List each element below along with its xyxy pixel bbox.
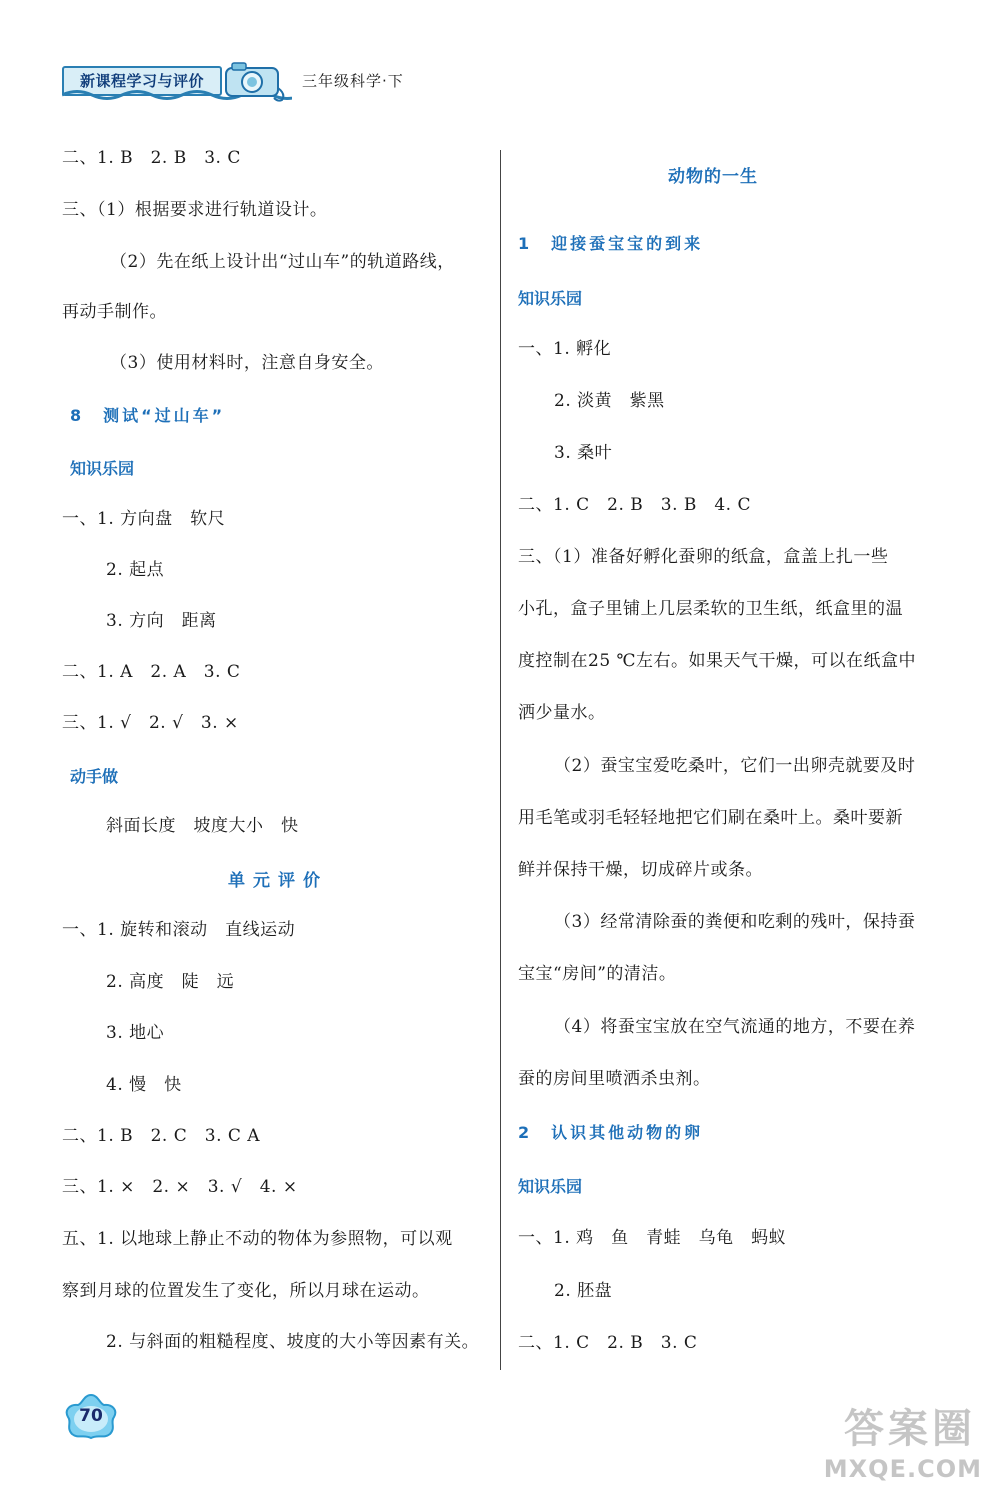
- section-2-title: 2 认识其他动物的卵: [518, 1123, 704, 1142]
- answer-line: 三、（1）准备好孵化蚕卵的纸盒，盒盖上扎一些: [518, 547, 889, 567]
- answer-line: 洒少量水。: [518, 703, 606, 723]
- answer-line: 2. 淡黄 紫黑: [554, 391, 665, 411]
- section-8-title: 8 测试“过山车”: [70, 406, 226, 425]
- answer-line: 鲜并保持干燥，切成碎片或条。: [518, 860, 763, 880]
- knowledge-garden-label: 知识乐园: [518, 1177, 583, 1196]
- answer-line: 宝宝“房间”的清洁。: [518, 964, 677, 984]
- watermark-logo-text: 答案圈: [844, 1406, 976, 1452]
- page-number-badge: [62, 1392, 120, 1444]
- answer-line: 一、1. 方向盘 软尺: [62, 509, 226, 529]
- unit-title: 动物的一生: [668, 167, 758, 187]
- answer-line: 一、1. 旋转和滚动 直线运动: [62, 920, 296, 940]
- answer-line: 三、1. × 2. × 3. √ 4. ×: [62, 1177, 298, 1197]
- answer-line: 2. 胚盘: [554, 1281, 613, 1301]
- answer-line: 二、1. B 2. B 3. C: [62, 148, 241, 168]
- answer-line: 3. 桑叶: [554, 443, 613, 463]
- answer-line: 一、1. 鸡 鱼 青蛙 乌龟 蚂蚁: [518, 1228, 787, 1248]
- page-header: [62, 58, 422, 100]
- answer-line: 2. 起点: [106, 560, 165, 580]
- knowledge-garden-label: 知识乐园: [70, 459, 135, 478]
- answer-line: 4. 慢 快: [106, 1075, 182, 1095]
- answer-line: 3. 地心: [106, 1023, 165, 1043]
- answer-line: 用毛笔或羽毛轻轻地把它们刷在桑叶上。桑叶要新: [518, 808, 903, 828]
- answer-line: 察到月球的位置发生了变化，所以月球在运动。: [62, 1281, 430, 1301]
- answer-line: （3）使用材料时，注意自身安全。: [110, 353, 384, 373]
- answer-line: 二、1. C 2. B 3. B 4. C: [518, 495, 751, 515]
- answer-line: 小孔，盒子里铺上几层柔软的卫生纸，纸盒里的温: [518, 599, 903, 619]
- answer-line: 三、1. √ 2. √ 3. ×: [62, 713, 239, 733]
- answer-line: 二、1. B 2. C 3. C A: [62, 1126, 261, 1146]
- section-1-title: 1 迎接蚕宝宝的到来: [518, 234, 704, 253]
- answer-line: 再动手制作。: [62, 302, 167, 322]
- page-number: 70: [79, 1406, 103, 1426]
- answer-line: 2. 与斜面的粗糙程度、坡度的大小等因素有关。: [106, 1332, 480, 1352]
- hands-on-label: 动手做: [70, 767, 119, 786]
- answer-line: 五、1. 以地球上静止不动的物体为参照物，可以观: [62, 1229, 453, 1249]
- answer-line: 3. 方向 距离: [106, 611, 217, 631]
- answer-line: 二、1. C 2. B 3. C: [518, 1333, 698, 1353]
- subject-label: 三年级科学·下: [302, 72, 404, 90]
- answer-line: 三、（1）根据要求进行轨道设计。: [62, 200, 328, 220]
- answer-line: 度控制在25 ℃左右。如果天气干燥，可以在纸盒中: [518, 651, 917, 671]
- answer-line: 二、1. A 2. A 3. C: [62, 662, 241, 682]
- knowledge-garden-label: 知识乐园: [518, 289, 583, 308]
- column-divider: [500, 150, 501, 1370]
- camera-icon: [220, 58, 292, 102]
- watermark-url: MXQE.COM: [823, 1455, 982, 1483]
- unit-evaluation-title: 单元评价: [228, 871, 328, 891]
- answer-line: 一、1. 孵化: [518, 339, 612, 359]
- answer-line: 蚕的房间里喷洒杀虫剂。: [518, 1069, 711, 1089]
- answer-line: 斜面长度 坡度大小 快: [106, 816, 299, 836]
- answer-line: （2）先在纸上设计出“过山车”的轨道路线，: [110, 252, 455, 272]
- watermark: [782, 1397, 982, 1487]
- answer-line: （4）将蚕宝宝放在空气流通的地方，不要在养: [554, 1017, 916, 1037]
- answer-line: （3）经常清除蚕的粪便和吃剩的残叶，保持蚕: [554, 912, 916, 932]
- answer-line: 2. 高度 陡 远: [106, 972, 235, 992]
- answer-line: （2）蚕宝宝爱吃桑叶，它们一出卵壳就要及时: [554, 756, 916, 776]
- book-title: 新课程学习与评价: [62, 66, 222, 96]
